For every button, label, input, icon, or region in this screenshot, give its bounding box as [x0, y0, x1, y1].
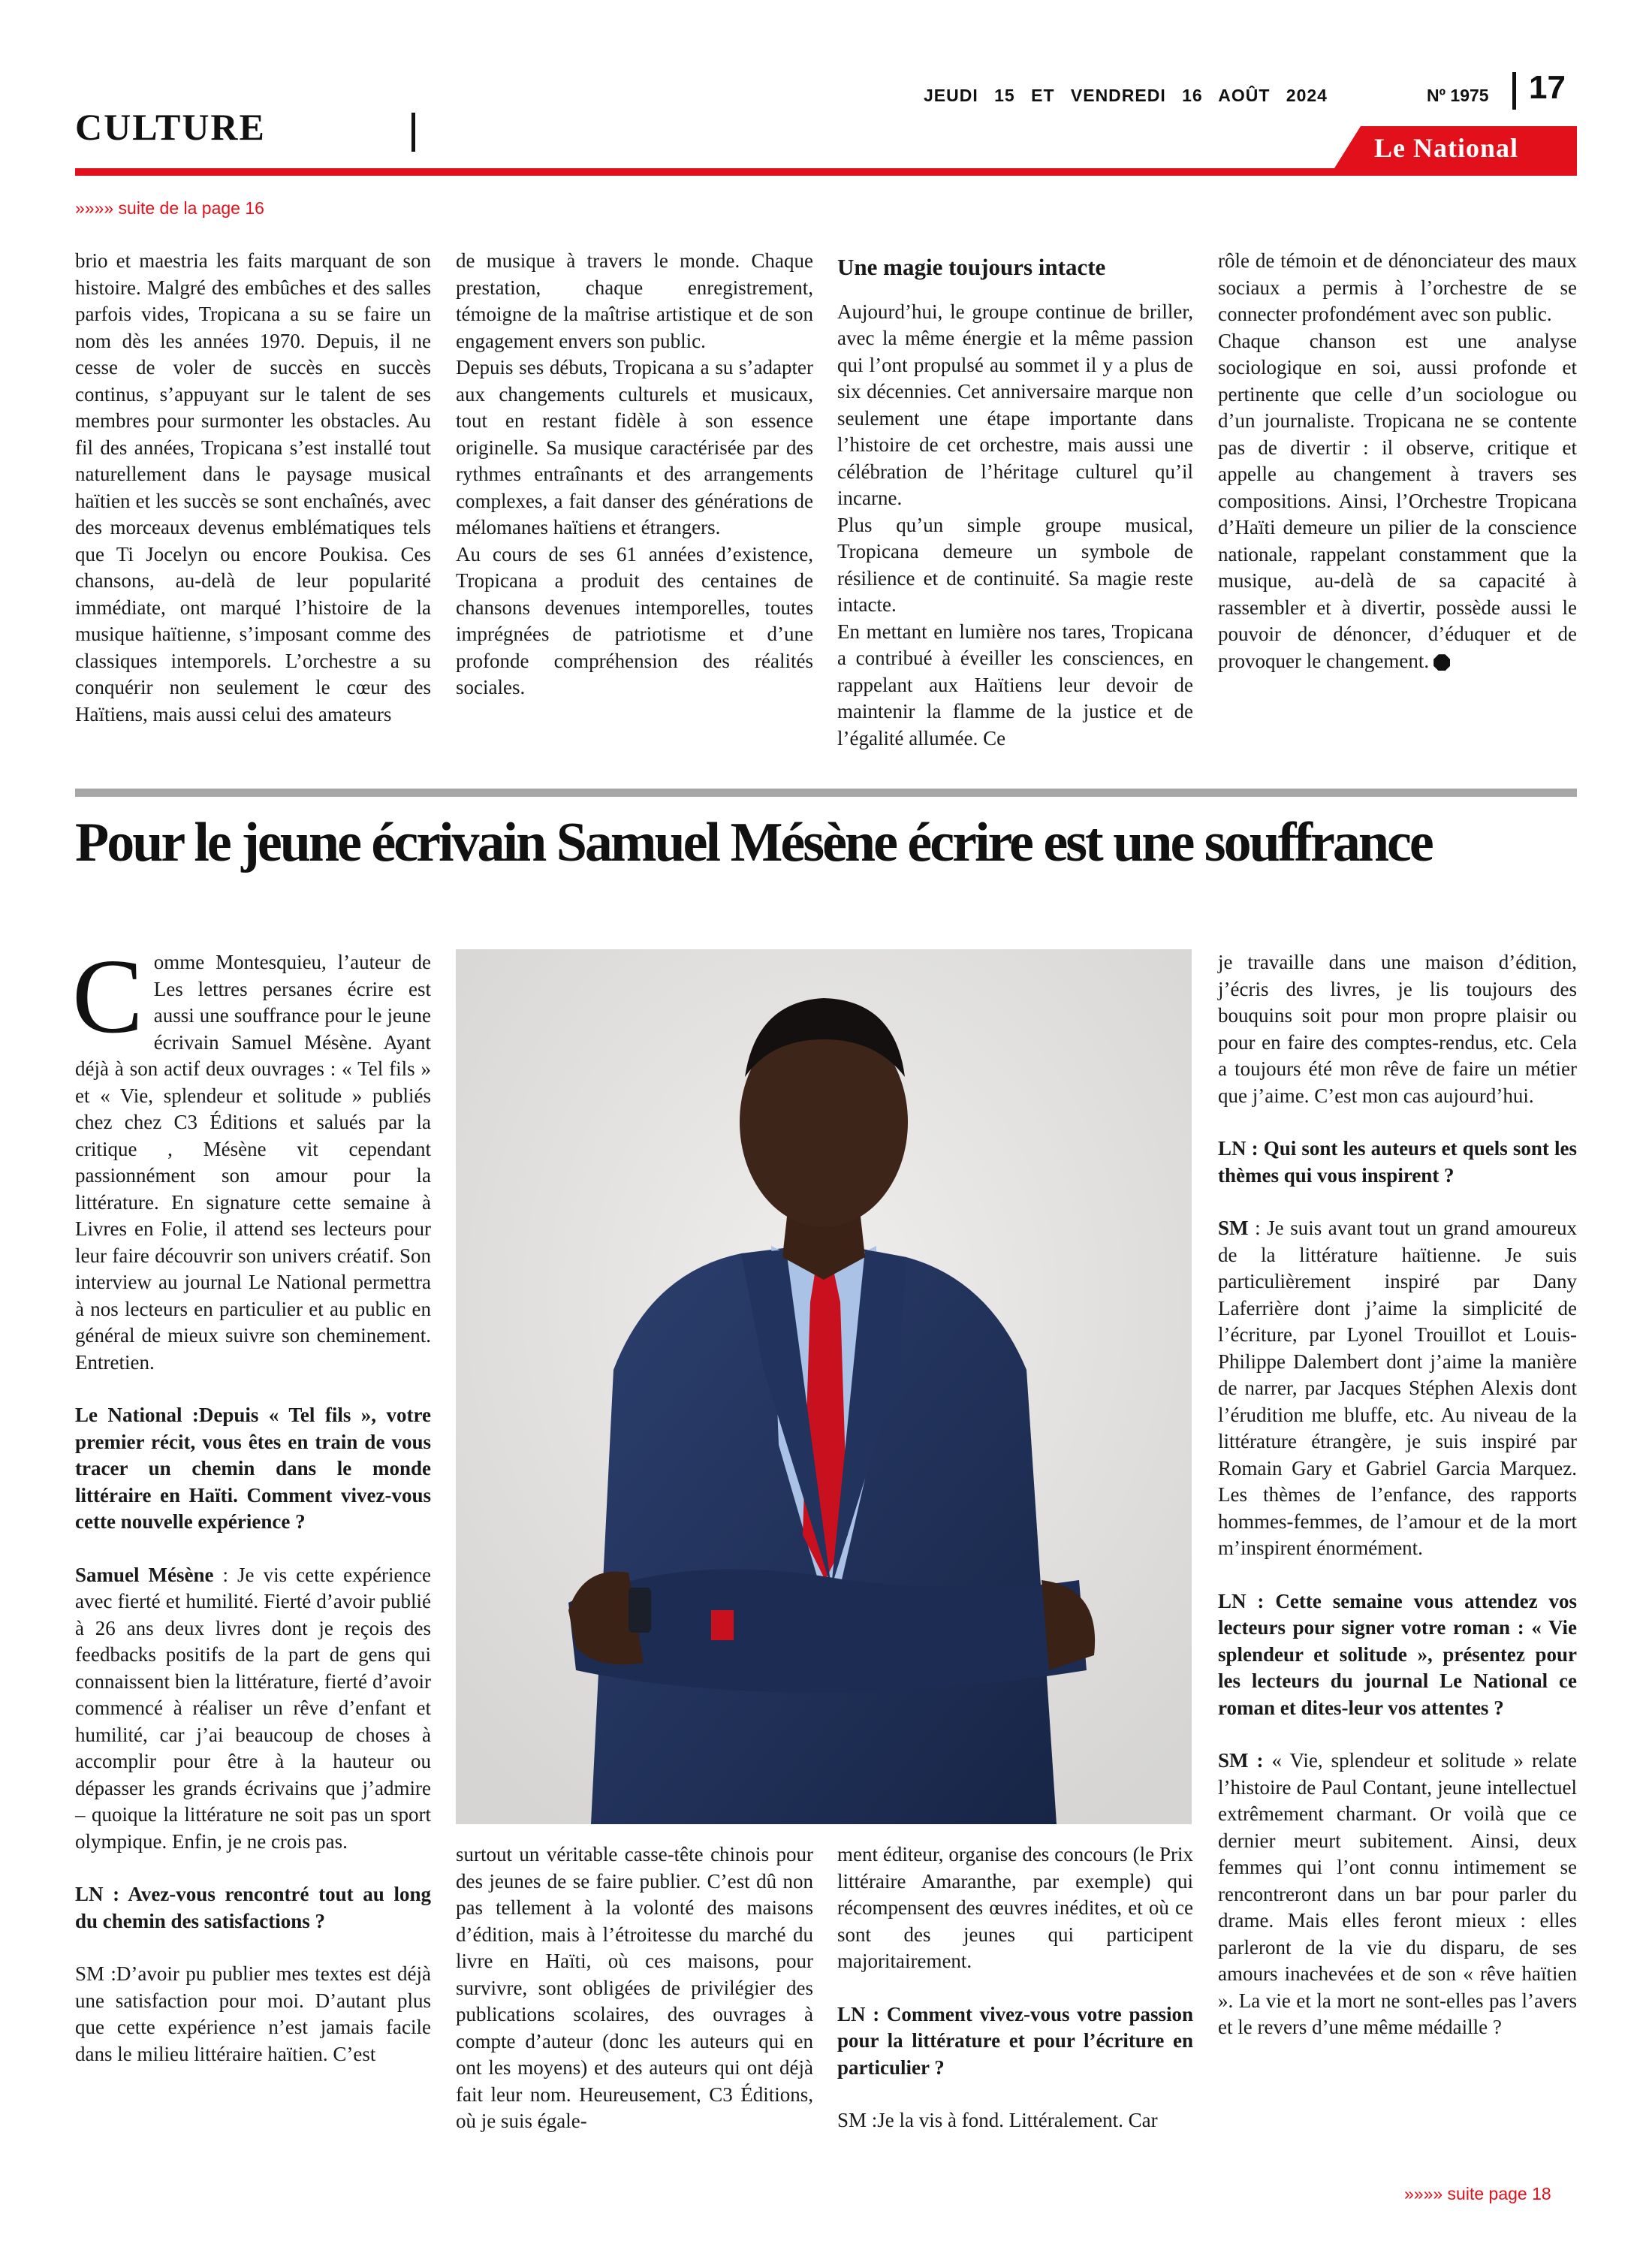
article2-paragraph: surtout un véritable casse-tête chinois pour des jeunes de se faire publier. C’est dû non pas tellement à la volonté des maisons d’édition, mais à l’étroitesse du marché du livre en Haïti, où ces maisons, pour survivre, sont obligées de privilégier des publications scolaires, des ouvrages à compte d’auteur (donc les auteurs qui en ont les moyens) et des auteurs qui ont déjà fait leur nom. Heureusement, C3 Éditions, où je suis égale-: [456, 1843, 813, 2132]
answer-text: : Je vis cette expérience avec fierté et humilité. Fierté d’avoir publié à 26 ans deux livres dont je reçois des feedbacks positifs de la part de gens qui connaissent bien la littérature, fierté d’avoir commencé à réaliser un rêve d’enfant et humilité, car j’ai beaucoup de choses à accomplir pour être à la hauteur ou dépasser les grands écrivains que j’admire – quoique la littérature ne soit pas un sport olympique. Enfin, je ne crois pas.: [75, 1563, 431, 1853]
article1-paragraph: Plus qu’un simple groupe musical, Tropicana demeure un symbole de résilience et de continuité. Sa magie reste intacte.: [837, 513, 1193, 616]
article2-paragraph: ment éditeur, organise des concours (le Prix littéraire Amaranthe, par exemple) qui récompensent des œuvres inédites, et où ce sont des jeunes qui participent majoritairement.: [837, 1843, 1193, 1972]
issue-number: Nº 1975: [1427, 86, 1489, 105]
article2-column-3: [837, 1841, 1193, 2134]
article1-column-4: [1218, 248, 1577, 674]
article1-paragraph: rôle de témoin et de dénonciateur des maux sociaux a permis à l’orchestre de se connecter profondément avec son public.: [1218, 249, 1577, 325]
interview-answer: SM :Je la vis à fond. Littéralement. Car: [837, 2109, 1158, 2131]
article1-column-1: [75, 248, 431, 728]
interview-question: LN : Cette semaine vous attendez vos lecteurs pour signer votre roman : « Vie splendeur et solitude », présentez pour les lecteurs du journal Le National ce roman et dites-leur vos attentes ?: [1218, 1589, 1577, 1719]
page-number: 17: [1529, 69, 1566, 106]
interview-answer: [1218, 1748, 1577, 2041]
brand-name: Le National: [1374, 133, 1519, 163]
answer-speaker: Samuel Mésène: [75, 1563, 214, 1586]
answer-text: : Je suis avant tout un grand amoureux de la littérature haïtienne. Je suis particulièrement inspiré par Dany Laferrière dont j’aime la simplicité de l’écriture, par Lyonel Trouillot et Louis-Philippe Dalembert dont j’aime la manière de narrer, par Jacques Stéphen Alexis dont l’érudition me bluffe, etc. Au niveau de la littérature étrangère, je suis inspiré par Romain Gary et Gabriel Garcia Marquez. Les thèmes de l’enfance, des rapports hommes-femmes, de l’amour et de la mort m’inspirent énormément.: [1218, 1217, 1577, 1559]
article1-paragraph: Au cours de ses 61 années d’existence, Tropicana a produit des centaines de chansons devenues intemporelles, toutes imprégnées de patriotisme et d’une profonde compréhension des réalités sociales.: [456, 542, 813, 698]
article1-paragraph: [1218, 328, 1577, 675]
end-of-article-icon: [1433, 654, 1450, 671]
answer-speaker: SM: [1218, 1217, 1249, 1239]
portrait-illustration: [456, 949, 1192, 1824]
section-divider: [411, 113, 415, 152]
continued-from-link[interactable]: »»»» suite de la page 16: [75, 198, 264, 218]
interview-question: LN : Qui sont les auteurs et quels sont les thèmes qui vous inspirent ?: [1218, 1137, 1577, 1187]
author-portrait-photo: [456, 949, 1192, 1824]
article1-paragraph: En mettant en lumière nos tares, Tropicana a contribué à éveiller les consciences, en rappelant aux Haïtiens leur devoir de maintenir la flamme de la justice et de l’égalité allumée. Ce: [837, 620, 1193, 749]
article1-paragraph: de musique à travers le monde. Chaque prestation, chaque enregistrement, témoigne de la maîtrise artistique et de son engagement envers son public.: [456, 249, 813, 352]
article1-column-2: [456, 248, 813, 701]
answer-speaker: SM :: [1218, 1749, 1264, 1772]
continued-to-link[interactable]: »»»» suite page 18: [1404, 2184, 1551, 2203]
article2-column-2: [456, 1841, 813, 2135]
drop-cap: C: [72, 936, 143, 1055]
interview-answer: SM :D’avoir pu publier mes textes est déjà une satisfaction pour moi. D’autant plus que cette expérience n’est jamais facile dans le milieu littéraire haïtien. C’est: [75, 1962, 431, 2065]
article2-headline: Pour le jeune écrivain Samuel Mésène écrire est une souffrance: [75, 812, 1432, 873]
article1-paragraph: Depuis ses débuts, Tropicana a su s’adapter aux changements culturels et musicaux, tout en restant fidèle à son essence originelle. Sa musique caractérisée par des rythmes entraînants et des arrangements complexes, a fait danser des générations de mélomanes haïtiens et étrangers.: [456, 356, 813, 538]
page-number-divider: [1512, 72, 1516, 110]
article1-column-3: [837, 248, 1193, 752]
article2-intro: [72, 936, 431, 1376]
issue-date: JEUDI 15 ET VENDREDI 16 AOÛT 2024: [924, 86, 1328, 105]
interview-question: Le National :Depuis « Tel fils », votre premier récit, vous êtes en train de vous tracer un chemin dans le monde littéraire en Haïti. Comment vivez-vous cette nouvelle expérience ?: [75, 1404, 431, 1533]
interview-answer: je travaille dans une maison d’édition, j’écris des livres, je lis toujours des bouquins soit pour mon propre plaisir ou pour en faire des comptes-rendus, etc. Cela a toujours été mon rêve de faire un métier que j’aime. C’est mon cas aujourd’hui.: [1218, 951, 1577, 1107]
article2-column-1: [72, 936, 431, 2068]
interview-question: LN : Avez-vous rencontré tout au long du chemin des satisfactions ?: [75, 1883, 431, 1932]
article1-paragraph: brio et maestria les faits marquant de son histoire. Malgré des embûches et des salles parfois vides, Tropicana a su se faire un nom dès les années 1970. Depuis, il ne cesse de voler de succès en succès continus, s’appuyant sur le talent de ses membres pour surmonter les obstacles. Au fil des années, Tropicana s’est installé tout naturellement dans le paysage musical haïtien et les succès se sont enchaînés, avec des morceaux devenus emblématiques tels que Ti Jocelyn ou encore Poukisa. Ces chansons, au-delà de leur popularité immédiate, ont marqué l’histoire de la musique haïtienne, s’imposant comme des classiques intemporels. L’orchestre a su conquérir non seulement le cœur des Haïtiens, mais aussi celui des amateurs: [75, 249, 431, 725]
interview-answer: [1218, 1215, 1577, 1562]
article2-intro-text: omme Montesquieu, l’auteur de Les lettres persanes écrire est aussi une souffrance pour le jeune écrivain Samuel Mésène. Ayant déjà à son actif deux ouvrages : « Tel fils » et « Vie, splendeur et solitude » publiés chez chez C3 Éditions et salués par la critique , Mésène vit cependant passionnément son amour pour la littérature. En signature cette semaine à Livres en Folie, il attend ses lecteurs pour leur faire découvrir son univers créatif. Son interview au journal Le National permettra à nos lecteurs en particulier et au public en général de mieux suivre son cheminement. Entretien.: [75, 951, 431, 1374]
answer-text: « Vie, splendeur et solitude » relate l’histoire de Paul Contant, jeune intellectuel extrêmement charmant. Or voilà que ce dernier meurt subitement. Ainsi, deux femmes qui l’ont connu intimement se rencontreront dans un bar pour parler du drame. Mais elles feront mieux : elles parleront de la vie du disparu, de ses amours inachevées et de son « rêve haïtien ». La vie et la mort ne sont-elles pas l’avers et le revers d’une même médaille ?: [1218, 1749, 1577, 2038]
interview-answer: [75, 1562, 431, 1856]
article1-subheading: Une magie toujours intacte: [837, 254, 1106, 280]
article-divider: [75, 789, 1577, 797]
article1-closing-text: Chaque chanson est une analyse sociologique en soi, aussi profonde et pertinente que celle d’un sociologue ou d’un journaliste. Tropicana ne se contente pas de divertir : il observe, critique et appelle au changement à travers ses compositions. Ainsi, l’Orchestre Tropicana d’Haïti demeure un pilier de la conscience nationale, rappelant constamment que la musique, au-delà de sa capacité à rassembler et à divertir, possède aussi le pouvoir de dénoncer, d’éduquer et de provoquer le changement.: [1218, 329, 1577, 672]
interview-question: LN : Comment vivez-vous votre passion pour la littérature et pour l’écriture en particulier ?: [837, 2002, 1193, 2079]
article2-column-4: [1218, 949, 1577, 2041]
article1-paragraph: Aujourd’hui, le groupe continue de briller, avec la même énergie et la même passion qui l’ont propulsé au sommet il y a plus de six décennies. Cet anniversaire marque non seulement une étape importante dans l’histoire de cet orchestre, mais aussi une célébration de l’héritage culturel qu’il incarne.: [837, 300, 1193, 509]
section-label: CULTURE: [75, 106, 266, 148]
